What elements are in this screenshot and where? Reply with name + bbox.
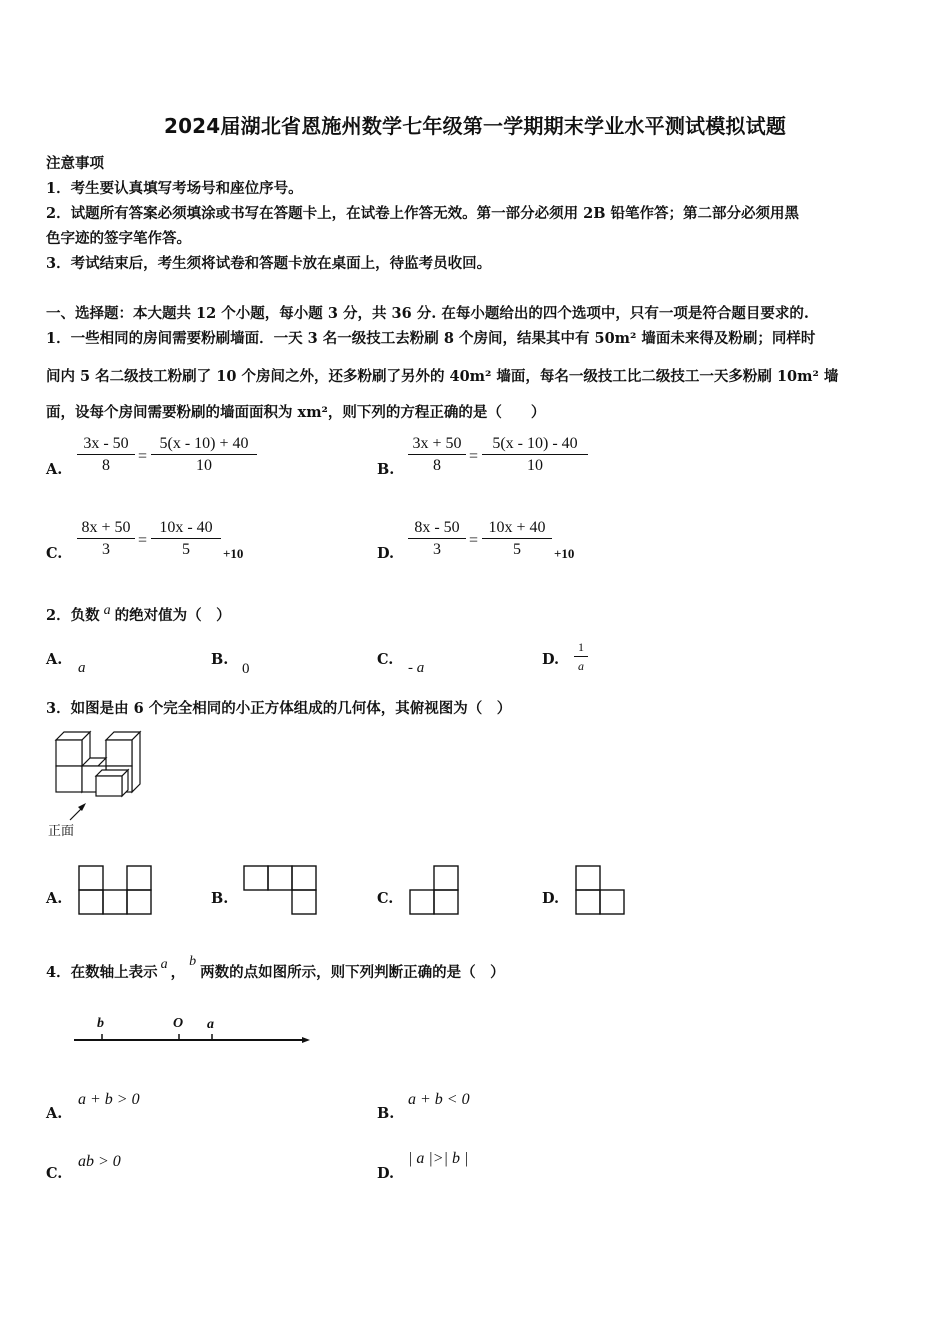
fraction-numerator: 10x + 40 [488,519,546,536]
notice-3: 3．考试结束后，考生须将试卷和答题卡放在桌面上，待监考员收回。 [46,255,492,272]
q2-option-c-value: - a [408,660,425,676]
q2-option-b-label[interactable]: B. [211,651,229,668]
fraction-numerator: 10x - 40 [159,519,213,536]
q1-option-c-right-fraction [151,519,221,559]
page-title: 2024届湖北省恩施州数学七年级第一学期期末学业水平测试模拟试题 [163,114,787,138]
q4-number-line [70,1015,315,1050]
equals-sign: = [138,532,148,549]
q4-option-b-expr: a + b < 0 [408,1091,470,1108]
notice-2-cont: 色字迹的签字笔作答。 [46,230,191,247]
fraction-denominator: 3 [77,538,135,559]
fraction-numerator: 3x - 50 [83,435,129,452]
notice-heading: 注意事项 [46,155,104,172]
q2-option-b-value: 0 [242,661,250,677]
q3-option-c-grid [409,865,459,915]
plus-ten-term: +10 [554,546,575,561]
q1-option-b-right-fraction [482,435,588,475]
q4-variable-a: a [160,957,168,972]
section-heading: 一、选择题：本大题共 12 个小题，每小题 3 分，共 36 分. 在每小题给出的四个选项中，只有一项是符合题目要求的. [46,305,809,322]
q1-option-d-left-fraction [408,519,466,559]
q4-option-b-label[interactable]: B. [377,1105,395,1122]
q4-stem-pre: 4．在数轴上表示 [46,964,158,981]
fraction-numerator: 8x - 50 [414,519,460,536]
q3-option-b-label[interactable]: B. [211,890,229,907]
q2-option-d-label[interactable]: D. [542,651,560,668]
q3-option-a-grid [78,865,152,915]
notice-2: 2．试题所有答案必须填涂或书写在答题卡上，在试卷上作答无效。第一部分必须用 2B 铅笔作答；第二部分必须用黑 [46,205,800,222]
plus-ten-term: +10 [223,546,244,561]
q1-line-3: 面，设每个房间需要粉刷的墙面面积为 xm²，则下列的方程正确的是（ ） [46,404,546,421]
q1-option-d-right-fraction [482,519,552,559]
fraction-numerator: 5(x - 10) + 40 [159,435,249,452]
fraction-numerator: 1 [578,640,584,654]
q1-option-a-right-fraction [151,435,257,475]
q2-option-c-label[interactable]: C. [377,651,394,668]
axis-label-b: b [97,1016,104,1031]
q1-option-d-label[interactable]: D. [377,545,395,562]
fraction-numerator: 5(x - 10) - 40 [492,435,578,452]
q4-option-d-label[interactable]: D. [377,1165,395,1182]
q2-option-a-label[interactable]: A. [46,651,63,668]
q3-option-b-grid [243,865,317,915]
q4-comma: ， [170,964,186,981]
fraction-denominator: a [574,656,588,674]
q4-option-c-expr: ab > 0 [78,1153,121,1170]
axis-label-a: a [207,1017,214,1032]
q1-option-c-left-fraction [77,519,135,559]
q1-option-a-left-fraction [77,435,135,475]
q4-option-a-label[interactable]: A. [46,1105,63,1122]
q2-stem-post: 的绝对值为（ ） [114,607,231,624]
fraction-denominator: 8 [77,454,135,475]
fraction-denominator: 5 [482,538,552,559]
axis-label-origin: O [173,1016,184,1031]
equals-sign: = [469,448,479,465]
q2-stem-pre: 2．负数 [46,607,100,624]
fraction-numerator: 3x + 50 [412,435,462,452]
fraction-denominator: 3 [408,538,466,559]
q4-stem-post: 两数的点如图所示，则下列判断正确的是（ ） [200,964,505,981]
equals-sign: = [138,448,148,465]
notice-1: 1．考生要认真填写考场号和座位序号。 [46,180,303,197]
q2-stem [46,604,231,625]
fraction-denominator: 5 [151,538,221,559]
q3-cube-figure [50,730,150,810]
q2-variable: a [103,603,111,618]
q4-stem [46,954,505,982]
q4-variable-b: b [189,954,197,969]
q3-option-d-grid [575,865,625,915]
fraction-numerator: 8x + 50 [81,519,131,536]
q2-option-a-value: a [78,660,86,676]
q4-option-d-expr: | a |>| b | [408,1150,469,1167]
q3-stem: 3．如图是由 6 个完全相同的小正方体组成的几何体，其俯视图为（ ） [46,700,512,717]
q1-option-a-label[interactable]: A. [46,461,63,478]
q1-option-b-left-fraction [408,435,466,475]
q1-line-1: 1．一些相同的房间需要粉刷墙面．一天 3 名一级技工去粉刷 8 个房间，结果其中有 50m² 墙面未来得及粉刷；同样时 [46,330,816,347]
q1-option-c-label[interactable]: C. [46,545,63,562]
fraction-denominator: 10 [482,454,588,475]
q4-option-a-expr: a + b > 0 [78,1091,140,1108]
q4-option-c-label[interactable]: C. [46,1165,63,1182]
front-view-label: 正面 [48,824,75,839]
q3-option-d-label[interactable]: D. [542,890,560,907]
q3-option-a-label[interactable]: A. [46,890,63,907]
q2-option-d-fraction [574,640,588,674]
fraction-denominator: 8 [408,454,466,475]
q3-option-c-label[interactable]: C. [377,890,394,907]
equals-sign: = [469,532,479,549]
q1-option-b-label[interactable]: B. [377,461,395,478]
q1-line-2: 间内 5 名二级技工粉刷了 10 个房间之外，还多粉刷了另外的 40m² 墙面，每名一级技工比二级技工一天多粉刷 10m² 墙 [46,368,839,385]
fraction-denominator: 10 [151,454,257,475]
